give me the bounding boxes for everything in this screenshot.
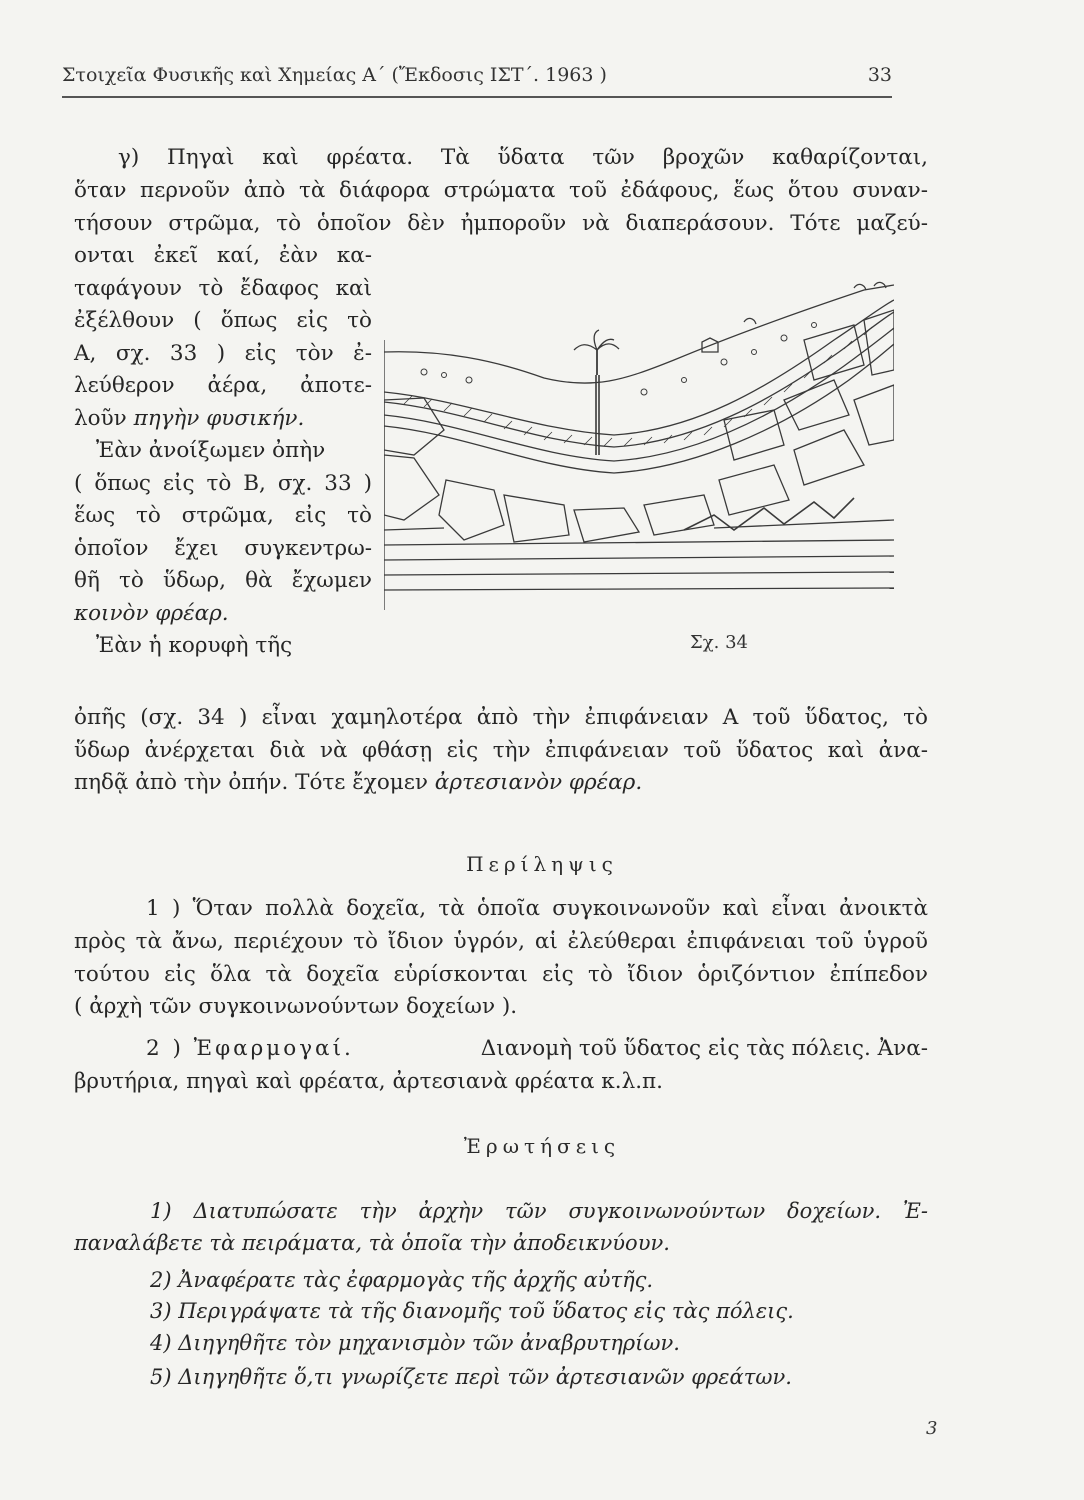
text-line <box>74 767 928 800</box>
folio-mark: 3 <box>926 1418 938 1439</box>
text-line: ταφάγουν τὸ ἔδαφος καὶ <box>74 275 372 301</box>
question-1-cont: παναλάβετε τὰ πειράματα, τὰ ὁποῖα τὴν ἀποδεικνύουν. <box>74 1231 670 1255</box>
text-line: ἐξέλθουν ( ὅπως εἰς τὸ <box>74 308 372 333</box>
running-header <box>62 64 892 86</box>
summary-item-2-first <box>146 1033 928 1066</box>
question-2: 2) Ἀναφέρατε τὰς ἐφαρμογὰς τῆς ἀρχῆς αὐτῆς. <box>150 1268 654 1292</box>
text-line: γ) Πηγαὶ καὶ φρέατα. Τὰ ὕδατα τῶν βροχῶν καθαρίζονται, <box>118 145 928 170</box>
text-line: πρὸς τὰ ἄνω, περιέχουν τὸ ἴδιον ὑγρόν, αἱ ἐλεύθεραι ἐπιφάνειαι τοῦ ὑγροῦ <box>74 929 928 954</box>
section-g-top <box>118 142 928 175</box>
text-span: λοῦν <box>74 405 127 431</box>
text-line: ὅταν περνοῦν ἀπὸ τὰ διάφορα στρώματα τοῦ ἐδάφους, ἕως ὅτου συναν- <box>74 178 928 203</box>
summary-item-1 <box>74 926 928 1024</box>
applications-label: 2 ) Ἐφαρμογαί. <box>146 1036 354 1061</box>
text-line: Α, σχ. 33 ) εἰς τὸν ἐ- <box>74 340 372 366</box>
text-line: ὀπῆς (σχ. 34 ) εἶναι χαμηλοτέρα ἀπὸ τὴν ἐπιφάνειαν Α τοῦ ὕδατος, τὸ <box>74 705 928 730</box>
text-line: ἕως τὸ στρῶμα, εἰς τὸ <box>74 503 372 528</box>
question-1 <box>150 1196 928 1226</box>
text-line <box>146 1033 928 1066</box>
text-line: τούτου εἰς ὅλα τὰ δοχεῖα εὑρίσκονται εἰς τὸ ἴδιον ὁριζόντιον ἐπίπεδον <box>74 961 928 987</box>
text-line: ὁποῖον ἔχει συγκεντρω- <box>74 535 372 561</box>
summary-item-1-first <box>146 893 928 926</box>
text-line: θῆ τὸ ὕδωρ, θὰ ἔχωμεν <box>74 568 372 593</box>
section-g-top-2 <box>74 175 928 240</box>
summary-heading: Περίληψις <box>466 852 618 876</box>
text-span: πηδᾷ ἀπὸ τὴν ὀπήν. Τότε ἔχομεν <box>74 770 428 795</box>
text-line: τήσουν στρῶμα, τὸ ὁποῖον δὲν ἠμποροῦν νὰ διαπεράσουν. Τότε μαζεύ- <box>74 210 928 236</box>
figure-caption: Σχ. 34 <box>690 632 748 653</box>
header-rule <box>62 96 892 98</box>
text-line: ( ἀρχὴ τῶν συγκοινωνούντων δοχείων ). <box>74 994 518 1019</box>
text-line: ονται ἐκεῖ καί, ἐὰν κα- <box>74 243 372 268</box>
section-g-bottom <box>74 702 928 800</box>
page-number: 33 <box>867 64 892 86</box>
term-artesian-well: ἀρτεσιανὸν φρέαρ. <box>434 770 643 795</box>
text-line: ( ὅπως εἰς τὸ Β, σχ. 33 ) <box>74 470 372 496</box>
question-4: 4) Διηγηθῆτε τὸν μηχανισμὸν τῶν ἀναβρυτηρίων. <box>150 1331 680 1355</box>
text-line: Ἐὰν ἡ κορυφὴ τῆς <box>96 633 293 658</box>
text-line: 1) Διατυπώσατε τὴν ἀρχὴν τῶν συγκοινωνούντων δοχείων. Ἐ- <box>150 1199 928 1223</box>
text-line: λεύθερον ἀέρα, ἀποτε- <box>74 373 372 398</box>
question-3: 3) Περιγράψατε τὰ τῆς διανομῆς τοῦ ὕδατος εἰς τὰς πόλεις. <box>150 1299 794 1323</box>
term-natural-spring: πηγὴν φυσικήν. <box>133 405 305 431</box>
term-common-well: κοινὸν φρέαρ. <box>74 600 229 626</box>
text-line: 1 ) Ὅταν πολλὰ δοχεῖα, τὰ ὁποῖα συγκοινωνοῦν καὶ εἶναι ἀνοικτὰ <box>146 896 928 921</box>
running-title: Στοιχεῖα Φυσικῆς καὶ Χημείας Α΄ (Ἔκδοσις ΙΣΤ΄. 1963 ) <box>62 64 607 86</box>
text-line <box>74 403 372 436</box>
text-span: Διανομὴ τοῦ ὕδατος εἰς τὰς πόλεις. Ἀνα- <box>480 1036 928 1061</box>
question-5: 5) Διηγηθῆτε ὅ,τι γνωρίζετε περὶ τῶν ἀρτεσιανῶν φρεάτων. <box>150 1365 792 1389</box>
text-line: Ἐὰν ἀνοίξωμεν ὀπὴν <box>96 438 326 463</box>
text-line: ὕδωρ ἀνέρχεται διὰ νὰ φθάσῃ εἰς τὴν ἐπιφάνειαν τοῦ ὕδατος καὶ ἀνα- <box>74 737 928 763</box>
questions-heading: Ἐρωτήσεις <box>463 1134 621 1158</box>
section-g-narrow <box>74 240 372 663</box>
text-line: βρυτήρια, πηγαὶ καὶ φρέατα, ἀρτεσιανὰ φρέατα κ.λ.π. <box>74 1069 664 1094</box>
artesian-well-figure <box>384 280 894 610</box>
summary-item-2 <box>74 1066 928 1099</box>
